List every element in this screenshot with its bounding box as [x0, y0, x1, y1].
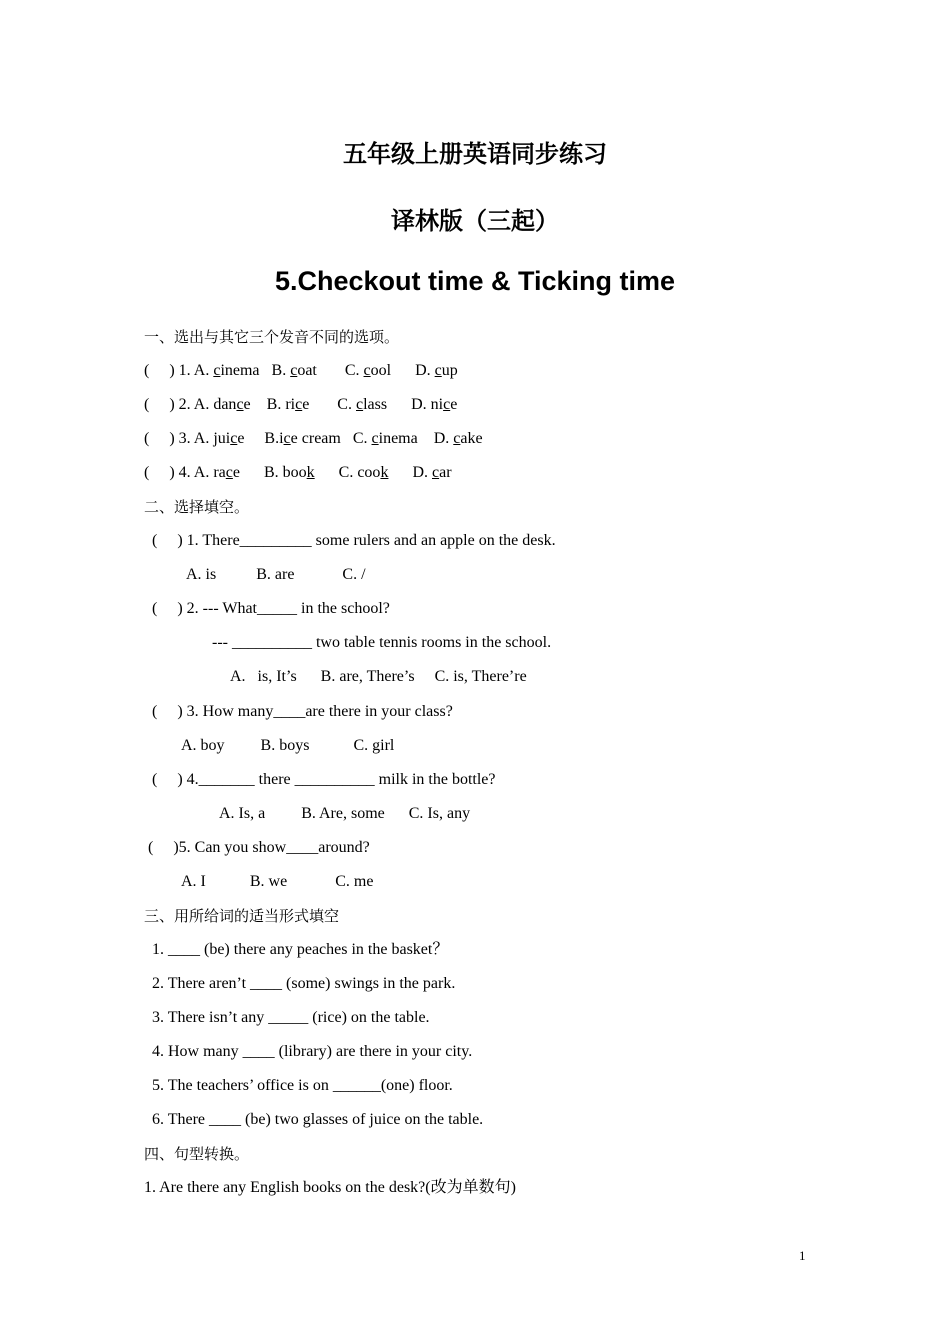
s3-item: 5. The teachers’ office is on ______(one) floor. [152, 1077, 453, 1094]
s2-question-5-options: A. I B. we C. me [181, 873, 374, 890]
s1-question-2: ( ) 2. A. dance B. rice C. class D. nice [144, 396, 458, 413]
s2-question-1: ( ) 1. There_________ some rulers and an apple on the desk. [152, 532, 556, 549]
s1-question-3: ( ) 3. A. juice B.ice cream C. cinema D. cake [144, 430, 483, 447]
section4-heading: 四、句型转换。 [144, 1145, 250, 1163]
s2-question-4-options: A. Is, a B. Are, some C. Is, any [219, 805, 471, 822]
s1-question-1: ( ) 1. A. cinema B. coat C. cool D. cup [144, 362, 458, 379]
title-edition: 译林版（三起） [391, 208, 559, 235]
section2-heading: 二、选择填空。 [144, 498, 250, 516]
s1-question-4: ( ) 4. A. race B. book C. cook D. car [144, 464, 452, 481]
s2-question-2: ( ) 2. --- What_____ in the school? [152, 600, 390, 617]
s3-item: 3. There isn’t any _____ (rice) on the table. [152, 1009, 430, 1026]
s2-question-2-options: A. is, It’s B. are, There’s C. is, There’re [230, 668, 527, 685]
title-unit: 5.Checkout time & Ticking time [274, 266, 676, 296]
s2-question-5: ( )5. Can you show____around? [148, 839, 370, 856]
section3-heading: 三、用所给词的适当形式填空 [144, 907, 340, 925]
s2-question-2-answer-line: --- __________ two table tennis rooms in the school. [212, 634, 552, 651]
s2-question-1-options: A. is B. are C. / [186, 566, 366, 583]
s3-item: 4. How many ____ (library) are there in your city. [152, 1043, 473, 1060]
s2-question-3-options: A. boy B. boys C. girl [181, 737, 395, 754]
s2-question-3: ( ) 3. How many____are there in your class? [152, 703, 453, 720]
s3-item: 1. ____ (be) there any peaches in the basket？ [152, 941, 449, 958]
title-grade: 五年级上册英语同步练习 [343, 141, 607, 168]
s4-question-1: 1. Are there any English books on the desk?(改为单数句) [144, 1179, 516, 1196]
s3-item: 2. There aren’t ____ (some) swings in the park. [152, 975, 456, 992]
page-number: 1 [799, 1248, 806, 1263]
section1-heading: 一、选出与其它三个发音不同的选项。 [144, 328, 400, 346]
s2-question-4: ( ) 4._______ there __________ milk in the bottle? [152, 771, 496, 788]
s3-item: 6. There ____ (be) two glasses of juice on the table. [152, 1111, 484, 1128]
